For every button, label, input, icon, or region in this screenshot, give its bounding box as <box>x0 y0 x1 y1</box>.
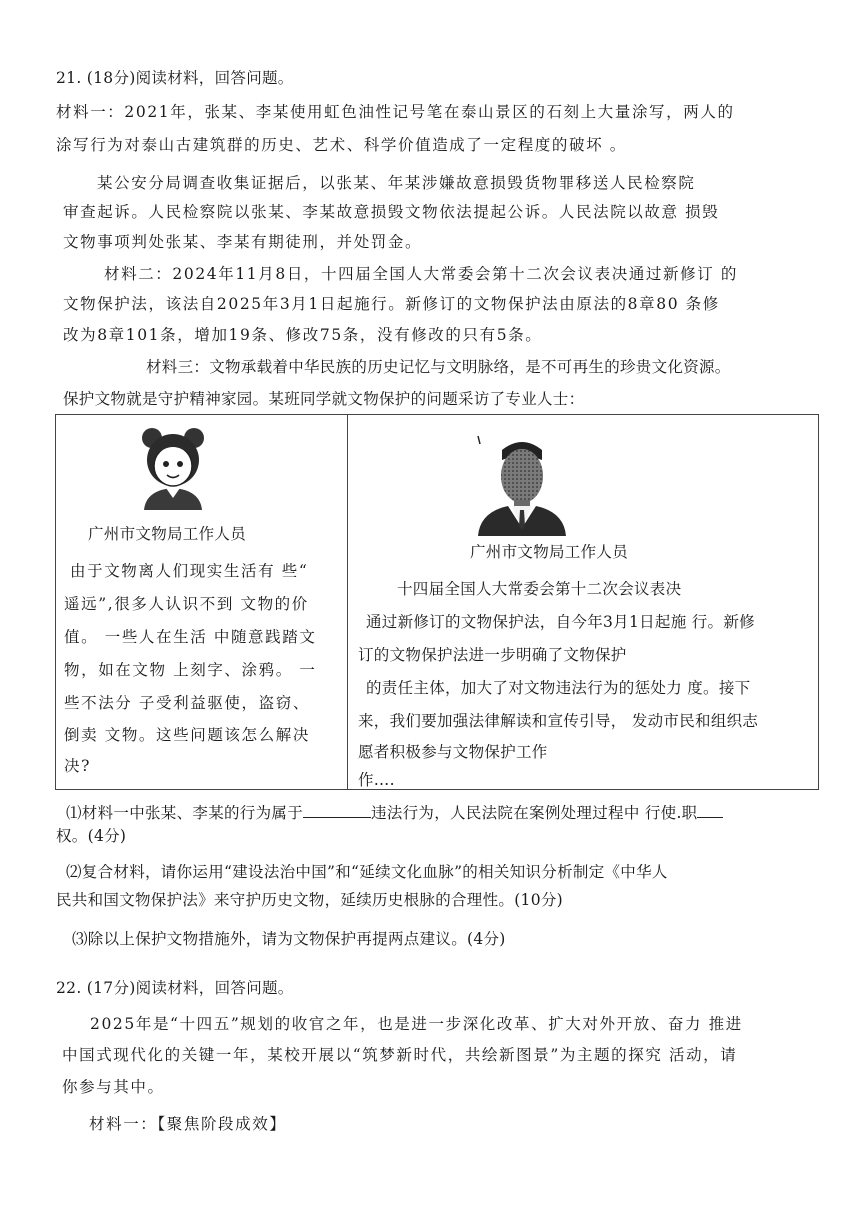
left-quote-line: 决? <box>64 757 92 775</box>
material1-line5: 文物事项判处张某、李某有期徒刑，并处罚金。 <box>63 233 423 251</box>
q22-paragraph-line1: 2025年是“十四五”规划的收官之年，也是进一步深化改革、扩大对外开放、奋力 推进 <box>90 1015 743 1033</box>
right-quote-line: 作…. <box>358 771 395 789</box>
subquestion-2-line2: 民共和国文物保护法》来守护历史文物，延续历史根脉的合理性。(10分) <box>56 891 564 909</box>
left-interviewee-role: 广州市文物局工作人员 <box>88 525 247 543</box>
table-divider <box>347 414 348 790</box>
subquestion-3: ⑶除以上保护文物措施外，请为文物保护再提两点建议。(4分) <box>72 930 506 948</box>
material2-line1: 材料二：2024年11月8日，十四届全国人大常委会第十二次会议表决通过新修订 的 <box>104 265 738 283</box>
material3-line2: 保护文物就是守护精神家园。某班同学就文物保护的问题采访了专业人士： <box>63 390 585 408</box>
left-quote-line: 些不法分 子受利益驱使，盗窃、 <box>64 694 310 712</box>
cartoon-girl-avatar-icon <box>138 424 208 510</box>
answer-blank-1[interactable] <box>303 803 371 818</box>
left-quote-line: 遥远”,很多人认识不到 文物的价 <box>64 595 309 613</box>
right-quote-line: 订的文物保护法进一步明确了文物保护 <box>358 646 627 664</box>
right-quote-line: 通过新修订的文物保护法，自今年3月1日起施 行。新修 <box>366 613 755 631</box>
subquestion-2-line1: ⑵复合材料，请你运用“建设法治中国”和“延续文化血脉”的相关知识分析制定《中华人 <box>66 863 668 881</box>
right-quote-line: 的责任主体，加大了对文物违法行为的惩处力 度。接下 <box>366 679 751 697</box>
right-quote-line: 愿者积极参与文物保护工作 <box>358 743 548 761</box>
q21-header: 21. (18分)阅读材料，回答问题。 <box>56 69 294 87</box>
subquestion-1 <box>66 803 723 823</box>
left-quote-line: 物，如在文物 上刻字、涂鸦。 一 <box>64 661 317 679</box>
right-quote-line: 来，我们要加强法律解读和宣传引导， 发动市民和组织志 <box>358 712 759 730</box>
q22-paragraph-line3: 你参与其中。 <box>62 1078 165 1096</box>
material1-line4: 审查起诉。人民检察院以张某、李某故意损毁文物依法提起公诉。人民法院以故意 损毁 <box>63 203 720 221</box>
material1-line2: 涂写行为对泰山古建筑群的历史、艺术、科学价值造成了一定程度的破坏 。 <box>56 136 627 154</box>
answer-blank-2[interactable] <box>697 803 723 818</box>
subquestion-1-part-b: 违法行为，人民法院在案例处理过程中 行使.职 <box>371 804 698 822</box>
man-in-suit-photo-icon <box>476 434 568 536</box>
left-quote-line: 倒卖 文物。这些问题该怎么解决 <box>64 726 310 744</box>
subquestion-1-end: 权。(4分) <box>56 827 127 845</box>
material2-line3: 改为8章101条，增加19条、修改75条，没有修改的只有5条。 <box>63 326 543 344</box>
material3-line1: 材料三：文物承载着中华民族的历史记忆与文明脉络，是不可再生的珍贵文化资源。 <box>146 358 731 376</box>
q22-material1-heading: 材料一：【聚焦阶段成效】 <box>89 1115 287 1133</box>
right-interviewee-role: 广州市文物局工作人员 <box>470 543 629 561</box>
material1-line3: 某公安分局调查收集证据后，以张某、年某涉嫌故意损毁货物罪移送人民检察院 <box>97 174 696 192</box>
right-quote-line: 十四届全国人大常委会第十二次会议表决 <box>397 580 682 598</box>
left-quote-line: 值。 一些人在生活 中随意践踏文 <box>64 628 317 646</box>
left-quote-line: 由于文物离人们现实生活有 些“ <box>70 562 309 580</box>
subquestion-1-part-a: ⑴材料一中张某、李某的行为属于 <box>66 804 304 822</box>
material1-line1: 材料一：2021年，张某、李某使用虹色油性记号笔在泰山景区的石刻上大量涂写，两人的 <box>56 103 735 121</box>
q22-header: 22. (17分)阅读材料，回答问题。 <box>56 979 294 997</box>
material2-line2: 文物保护法，该法自2025年3月1日起施行。新修订的文物保护法由原法的8章80 条修 <box>63 295 720 313</box>
q22-paragraph-line2: 中国式现代化的关键一年，某校开展以“筑梦新时代，共绘新图景”为主题的探究 活动，请 <box>62 1046 738 1064</box>
